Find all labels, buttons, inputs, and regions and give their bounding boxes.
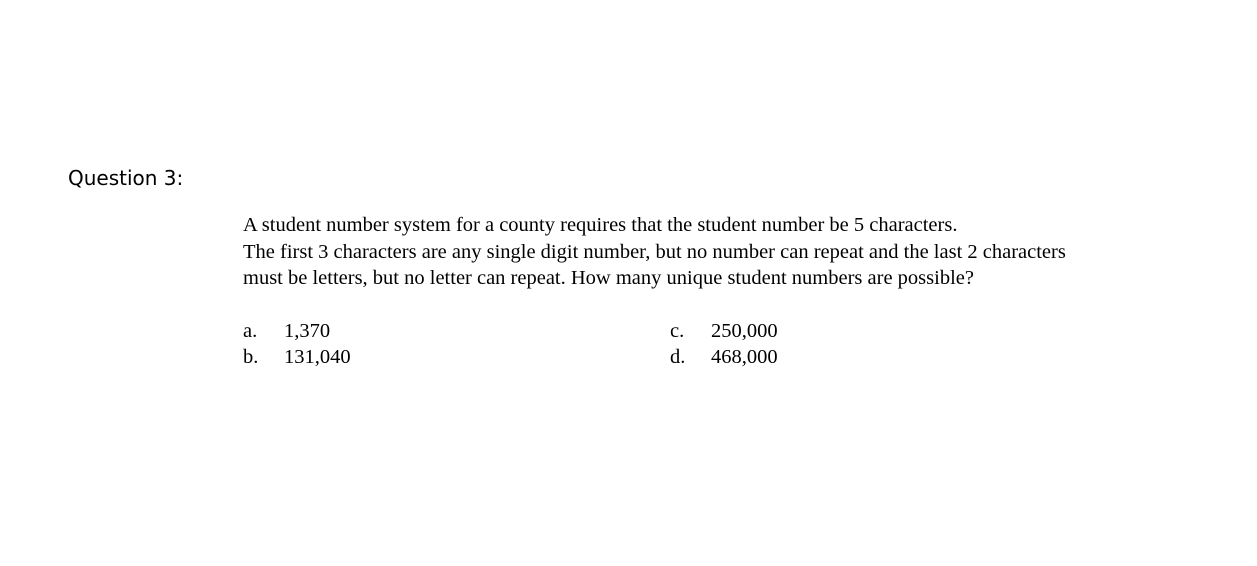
question-stem	[243, 212, 1066, 292]
choice-value: 250,000	[711, 320, 778, 342]
question-stem-line: must be letters, but no letter can repeat. How many unique student numbers are possible?	[243, 267, 974, 289]
choice-letter: a.	[243, 320, 258, 342]
question-stem-line: A student number system for a county requires that the student number be 5 characters.	[243, 214, 958, 236]
question-number-label: Question 3:	[68, 166, 184, 190]
choice-letter: b.	[243, 346, 259, 368]
choice-value: 1,370	[284, 320, 331, 342]
question-stem-line: The first 3 characters are any single digit number, but no number can repeat and the last 2 characters	[243, 240, 1066, 263]
choice-value: 131,040	[284, 346, 351, 368]
choice-letter: d.	[670, 346, 686, 368]
choice-letter: c.	[670, 320, 685, 342]
choice-value: 468,000	[711, 346, 778, 368]
